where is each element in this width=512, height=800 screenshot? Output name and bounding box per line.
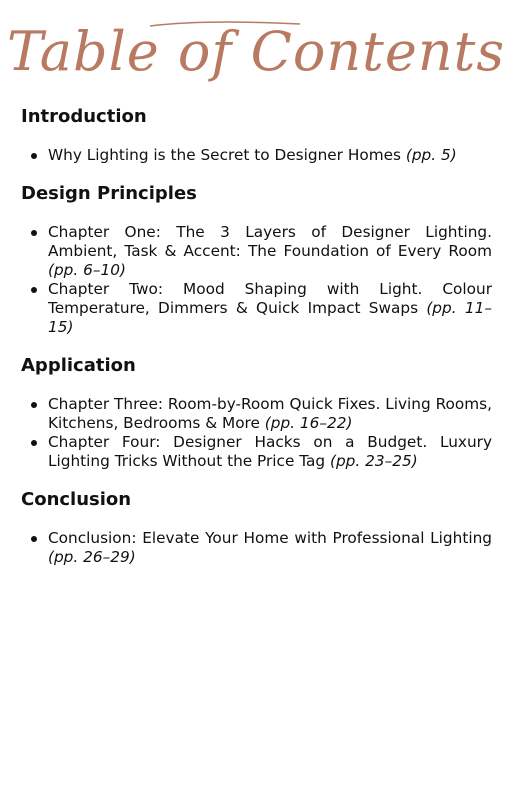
page-title [0, 6, 512, 96]
entry-text: Chapter Two: Mood Shaping with Light. Colour Temperature, Dimmers & Quick Impact Swaps [48, 280, 492, 317]
entry-text: Chapter Four: Designer Hacks on a Budget. Luxury Lighting Tricks Without the Price Tag [48, 433, 492, 470]
section-heading: Conclusion [21, 489, 132, 510]
entry-pages: (pp. 5) [405, 146, 457, 164]
entry-list [21, 395, 492, 471]
section-conclusion [21, 489, 492, 567]
entry-list [21, 223, 492, 337]
section-introduction [21, 106, 492, 165]
entry-pages: (pp. 11–15) [48, 299, 492, 336]
entry-text: Conclusion: Elevate Your Home with Professional Lighting [48, 529, 492, 547]
entry-pages: (pp. 26–29) [48, 548, 136, 566]
title-text: Table of Contents [6, 20, 506, 83]
toc-entry [21, 146, 492, 165]
entry-text: Chapter Three: Room-by-Room Quick Fixes. Living Rooms, Kitchens, Bedrooms & More [48, 395, 492, 432]
toc-entry [21, 280, 492, 337]
toc-entry [21, 433, 492, 471]
toc-entry [21, 529, 492, 567]
entry-pages: (pp. 16–22) [264, 414, 353, 432]
section-heading: Introduction [21, 106, 147, 127]
entry-text: Why Lighting is the Secret to Designer Homes [48, 146, 401, 164]
toc-body [21, 106, 492, 585]
section-heading: Design Principles [21, 183, 197, 204]
entry-pages: (pp. 23–25) [330, 452, 418, 470]
entry-text: Chapter One: The 3 Layers of Designer Lighting. Ambient, Task & Accent: The Foundation of Every Room [48, 223, 492, 260]
entry-list [21, 529, 492, 567]
section-application [21, 355, 492, 471]
section-heading: Application [21, 355, 136, 376]
entry-pages: (pp. 6–10) [48, 261, 126, 279]
entry-list [21, 146, 492, 165]
toc-entry [21, 395, 492, 433]
toc-entry [21, 223, 492, 280]
title-script [0, 6, 512, 96]
section-design-principles [21, 183, 492, 337]
